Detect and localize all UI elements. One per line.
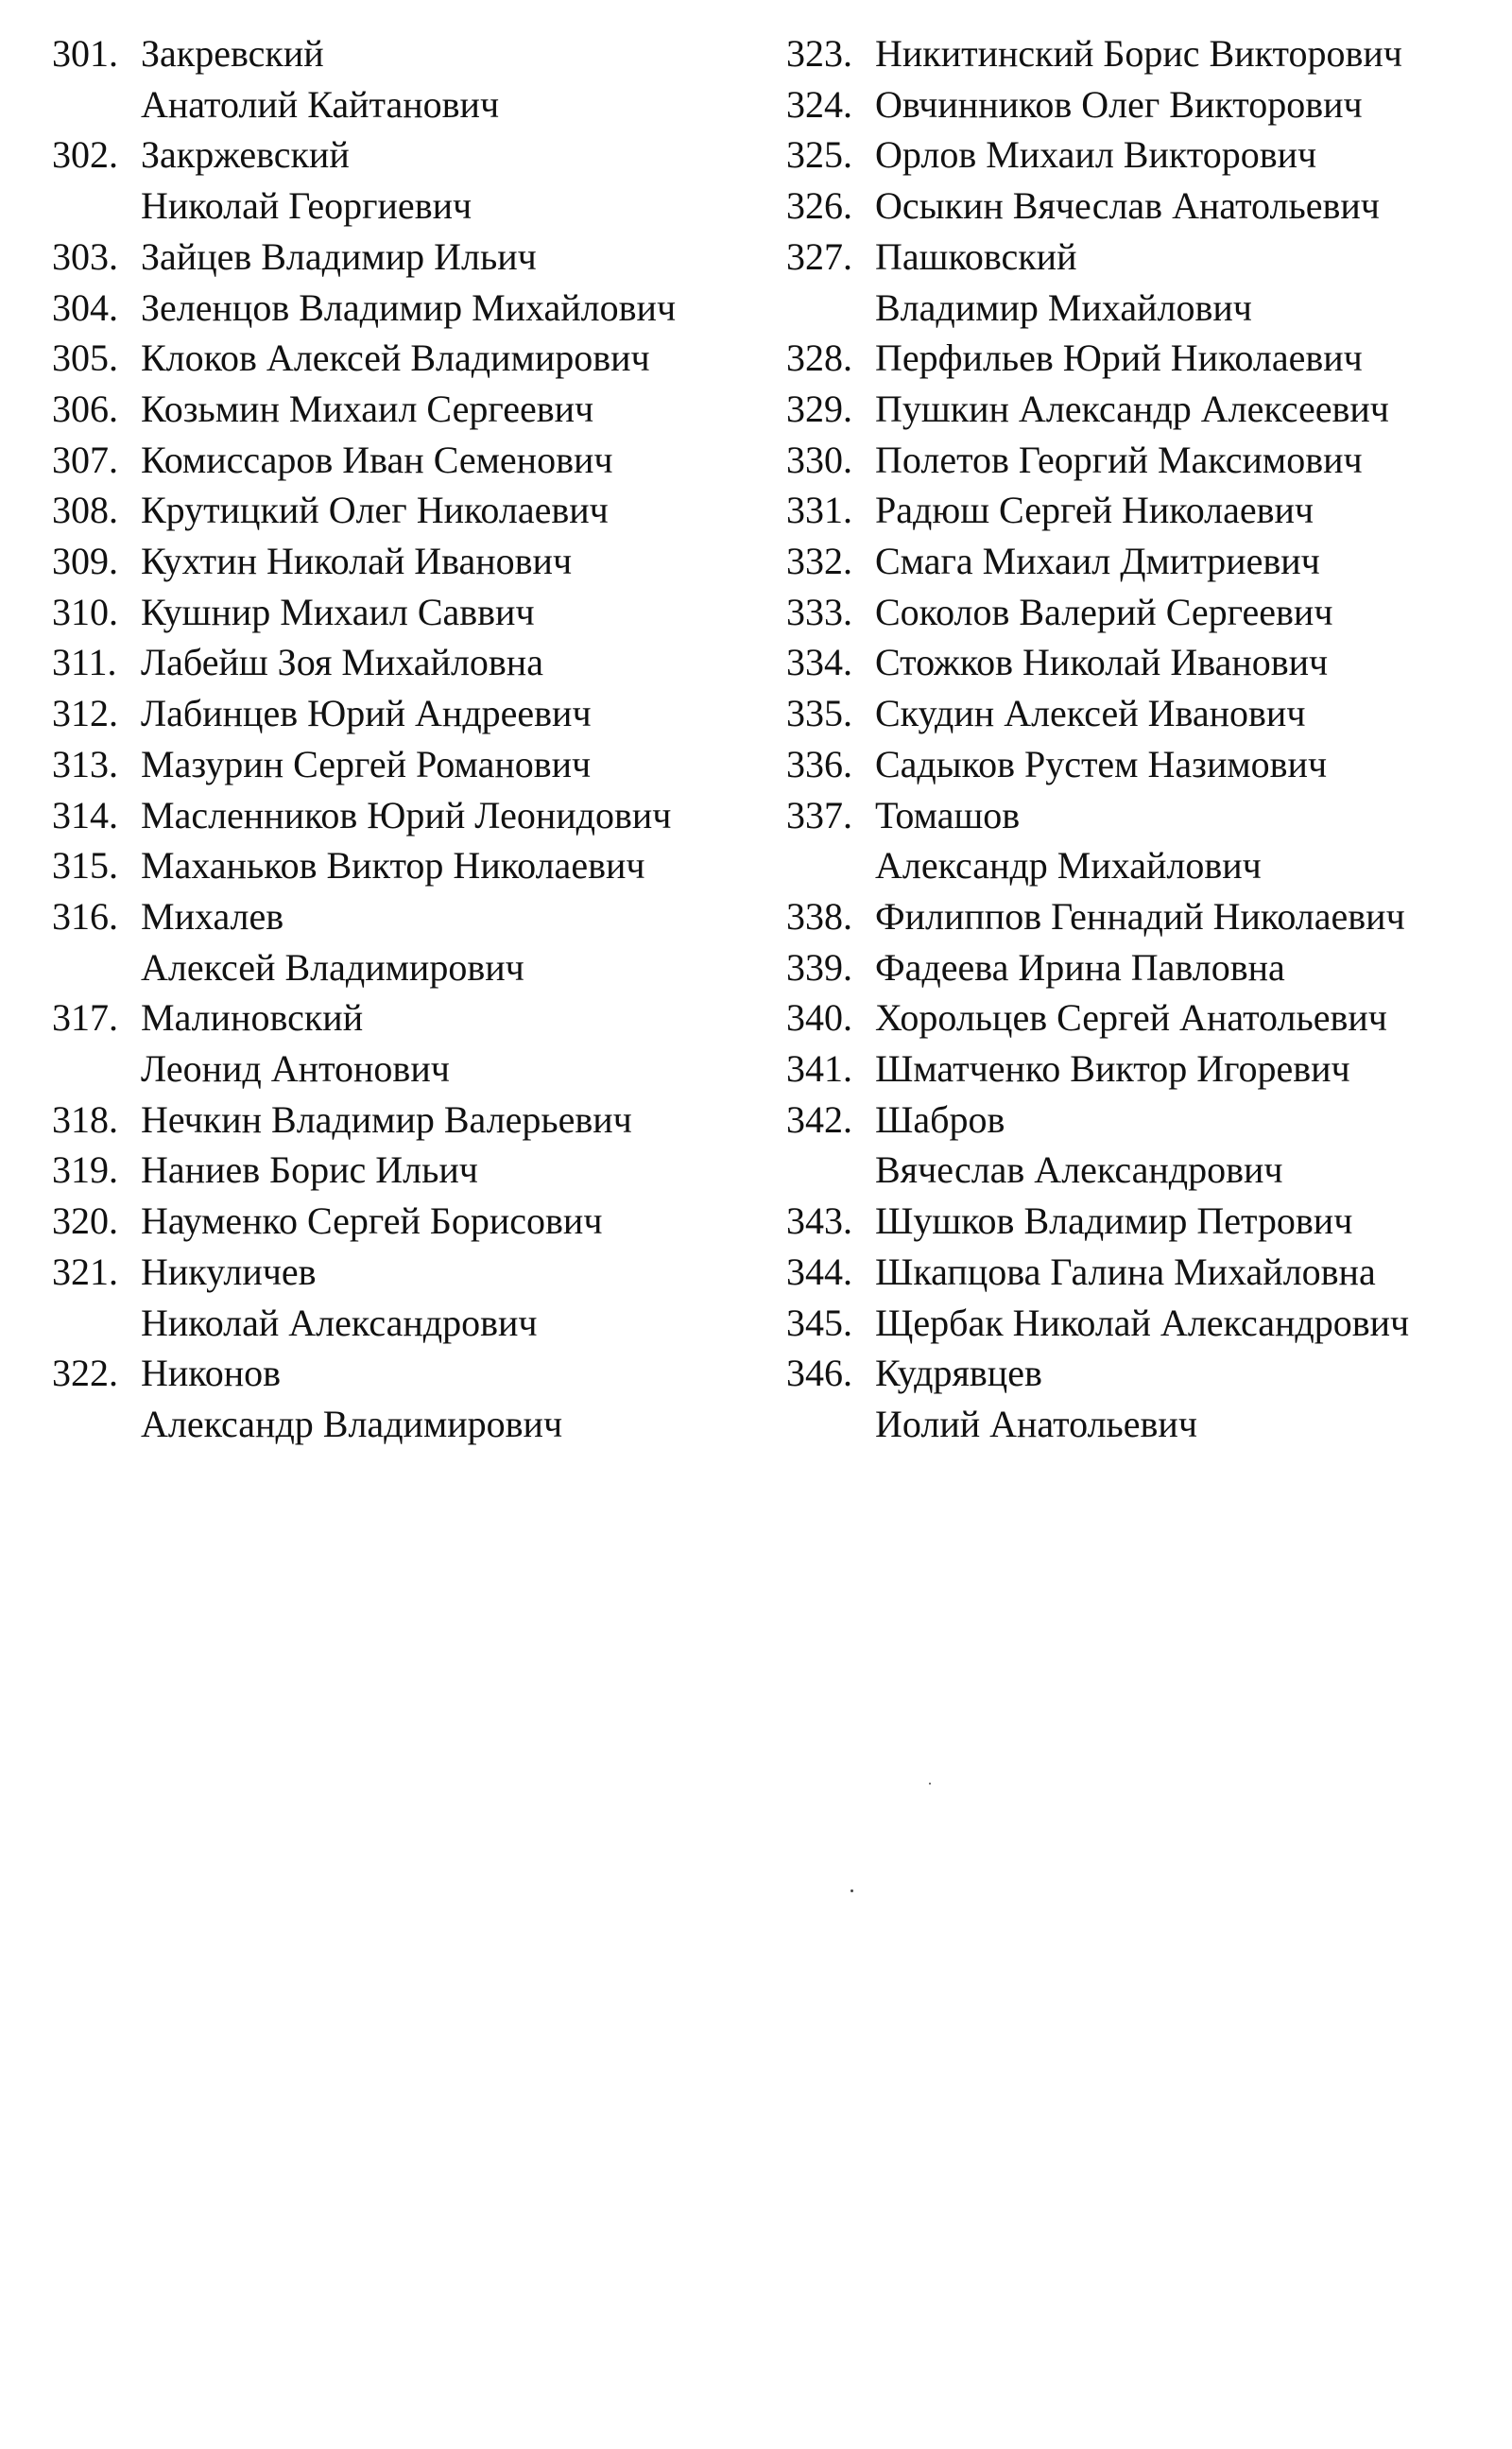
entry-number: 328. [786, 336, 852, 380]
entry-name: Радюш Сергей Николаевич [875, 489, 1314, 532]
entry-number: 341. [786, 1047, 852, 1091]
entry-number: 321. [52, 1250, 118, 1293]
list-item [786, 1298, 1504, 1349]
list-item [786, 688, 1504, 739]
entry-name: Шматченко Виктор Игоревич [875, 1047, 1350, 1091]
entry-number: 325. [786, 133, 852, 177]
entry-name: Наниев Борис Ильич [141, 1148, 478, 1192]
entry-number: 342. [786, 1097, 852, 1141]
list-item [786, 536, 1504, 587]
list-item [786, 1247, 1504, 1298]
entry-number: 301. [52, 32, 118, 75]
entry-name: Шкапцова Галина Михайловна [875, 1250, 1376, 1293]
entry-name: Маханьков Виктор Николаевич [141, 844, 645, 888]
entry-name: Томашов [875, 793, 1021, 836]
entry-number: 318. [52, 1097, 118, 1141]
entry-number: 344. [786, 1250, 852, 1293]
entry-name: Мазурин Сергей Романович [141, 742, 592, 785]
entry-number: 314. [52, 793, 118, 836]
entry-name: Закревский [141, 32, 324, 75]
list-item [52, 637, 770, 688]
entry-name: Лабинцев Юрий Андреевич [141, 692, 592, 735]
entry-name: Кухтин Николай Иванович [141, 540, 573, 583]
entry-name: Лабейш Зоя Михайловна [141, 641, 543, 684]
entry-name: Перфильев Юрий Николаевич [875, 336, 1363, 380]
entry-number: 312. [52, 692, 118, 735]
entry-name: Хорольцев Сергей Анатольевич [875, 996, 1387, 1040]
entry-name: Пушкин Александр Алексеевич [875, 387, 1389, 430]
list-item [52, 333, 770, 384]
list-item [52, 739, 770, 790]
scan-speck [850, 1889, 853, 1892]
entry-number: 345. [786, 1301, 852, 1344]
list-item [52, 1247, 770, 1348]
entry-number: 313. [52, 742, 118, 785]
entry-name: Крутицкий Олег Николаевич [141, 489, 609, 532]
entry-number: 310. [52, 590, 118, 633]
entry-number: 315. [52, 844, 118, 888]
entry-name: Комиссаров Иван Семенович [141, 438, 613, 481]
list-item [52, 790, 770, 841]
entry-name: Шабров [875, 1097, 1005, 1141]
entry-name: Зеленцов Владимир Михайлович [141, 285, 677, 329]
entry-name: Смага Михаил Дмитриевич [875, 540, 1320, 583]
list-item [786, 333, 1504, 384]
entry-name: Кудрявцев [875, 1352, 1042, 1395]
entry-name: Закржевский [141, 133, 350, 177]
entry-name-continuation: Николай Александрович [141, 1301, 538, 1344]
entry-number: 331. [786, 489, 852, 532]
entry-name: Кушнир Михаил Саввич [141, 590, 535, 633]
entry-name: Никонов [141, 1352, 281, 1395]
list-item [786, 1196, 1504, 1247]
entry-number: 323. [786, 32, 852, 75]
entry-number: 308. [52, 489, 118, 532]
list-item [786, 79, 1504, 130]
entry-name: Михалев [141, 894, 284, 938]
entry-name: Овчинников Олег Викторович [875, 82, 1363, 126]
entry-name: Клоков Алексей Владимирович [141, 336, 650, 380]
entry-name: Шушков Владимир Петрович [875, 1199, 1353, 1243]
list-item [52, 1196, 770, 1247]
list-item [786, 1348, 1504, 1449]
entry-name: Науменко Сергей Борисович [141, 1199, 603, 1243]
list-item [786, 1095, 1504, 1196]
entry-name-continuation: Леонид Антонович [141, 1047, 450, 1091]
entry-number: 332. [786, 540, 852, 583]
list-item [786, 891, 1504, 942]
list-item [52, 435, 770, 486]
entry-number: 316. [52, 894, 118, 938]
entry-number: 326. [786, 184, 852, 228]
entry-number: 340. [786, 996, 852, 1040]
list-item [52, 992, 770, 1094]
entry-number: 330. [786, 438, 852, 481]
entry-number: 329. [786, 387, 852, 430]
entry-number: 309. [52, 540, 118, 583]
entry-name: Филиппов Геннадий Николаевич [875, 894, 1405, 938]
list-item [52, 28, 770, 129]
entry-number: 303. [52, 234, 118, 278]
list-item [52, 891, 770, 992]
list-item [786, 28, 1504, 79]
entry-name-continuation: Анатолий Кайтанович [141, 82, 500, 126]
list-item [786, 232, 1504, 333]
list-item [786, 637, 1504, 688]
list-item [52, 536, 770, 587]
entry-name: Масленников Юрий Леонидович [141, 793, 672, 836]
list-item [786, 587, 1504, 638]
entry-name: Полетов Георгий Максимович [875, 438, 1363, 481]
entry-name-continuation: Иолий Анатольевич [875, 1402, 1197, 1445]
list-item [786, 129, 1504, 181]
list-item [786, 485, 1504, 536]
list-item [786, 992, 1504, 1043]
entry-number: 335. [786, 692, 852, 735]
list-item [52, 129, 770, 231]
entry-name: Пашковский [875, 234, 1077, 278]
list-item [786, 1043, 1504, 1095]
list-item [52, 232, 770, 283]
entry-number: 339. [786, 945, 852, 989]
entry-number: 304. [52, 285, 118, 329]
entry-name: Стожков Николай Иванович [875, 641, 1329, 684]
entry-name: Малиновский [141, 996, 364, 1040]
list-item [52, 1348, 770, 1449]
entry-number: 324. [786, 82, 852, 126]
entry-name: Никитинский Борис Викторович [875, 32, 1402, 75]
entry-number: 336. [786, 742, 852, 785]
entry-number: 343. [786, 1199, 852, 1243]
entry-number: 337. [786, 793, 852, 836]
entry-number: 302. [52, 133, 118, 177]
entry-name: Козьмин Михаил Сергеевич [141, 387, 594, 430]
list-item [52, 1095, 770, 1146]
left-column-list [52, 28, 770, 1450]
list-item [52, 840, 770, 891]
entry-name: Никуличев [141, 1250, 317, 1293]
entry-number: 320. [52, 1199, 118, 1243]
entry-number: 346. [786, 1352, 852, 1395]
entry-number: 334. [786, 641, 852, 684]
entry-number: 327. [786, 234, 852, 278]
list-item [786, 739, 1504, 790]
entry-name: Осыкин Вячеслав Анатольевич [875, 184, 1380, 228]
entry-number: 306. [52, 387, 118, 430]
list-item [786, 435, 1504, 486]
entry-number: 319. [52, 1148, 118, 1192]
list-item [52, 688, 770, 739]
list-item [786, 384, 1504, 435]
entry-name-continuation: Вячеслав Александрович [875, 1148, 1283, 1192]
entry-number: 305. [52, 336, 118, 380]
list-item [52, 283, 770, 334]
list-item [786, 181, 1504, 232]
list-item [52, 1145, 770, 1196]
entry-number: 307. [52, 438, 118, 481]
entry-name: Скудин Алексей Иванович [875, 692, 1306, 735]
entry-name-continuation: Владимир Михайлович [875, 285, 1252, 329]
entry-number: 338. [786, 894, 852, 938]
entry-number: 333. [786, 590, 852, 633]
entry-name: Садыков Рустем Назимович [875, 742, 1328, 785]
right-column-list [786, 28, 1504, 1450]
entry-name: Зайцев Владимир Ильич [141, 234, 537, 278]
entry-name-continuation: Николай Георгиевич [141, 184, 472, 228]
list-item [52, 384, 770, 435]
list-item [786, 790, 1504, 891]
entry-name: Нечкин Владимир Валерьевич [141, 1097, 632, 1141]
entry-name-continuation: Александр Михайлович [875, 844, 1262, 888]
entry-number: 322. [52, 1352, 118, 1395]
list-item [786, 942, 1504, 993]
entry-number: 311. [52, 641, 117, 684]
list-item [52, 485, 770, 536]
entry-name-continuation: Алексей Владимирович [141, 945, 524, 989]
entry-name: Щербак Николай Александрович [875, 1301, 1410, 1344]
scan-speck [929, 1783, 931, 1785]
entry-name: Фадеева Ирина Павловна [875, 945, 1285, 989]
list-item [52, 587, 770, 638]
entry-name: Орлов Михаил Викторович [875, 133, 1317, 177]
entry-name: Соколов Валерий Сергеевич [875, 590, 1333, 633]
entry-name-continuation: Александр Владимирович [141, 1402, 563, 1445]
entry-number: 317. [52, 996, 118, 1040]
